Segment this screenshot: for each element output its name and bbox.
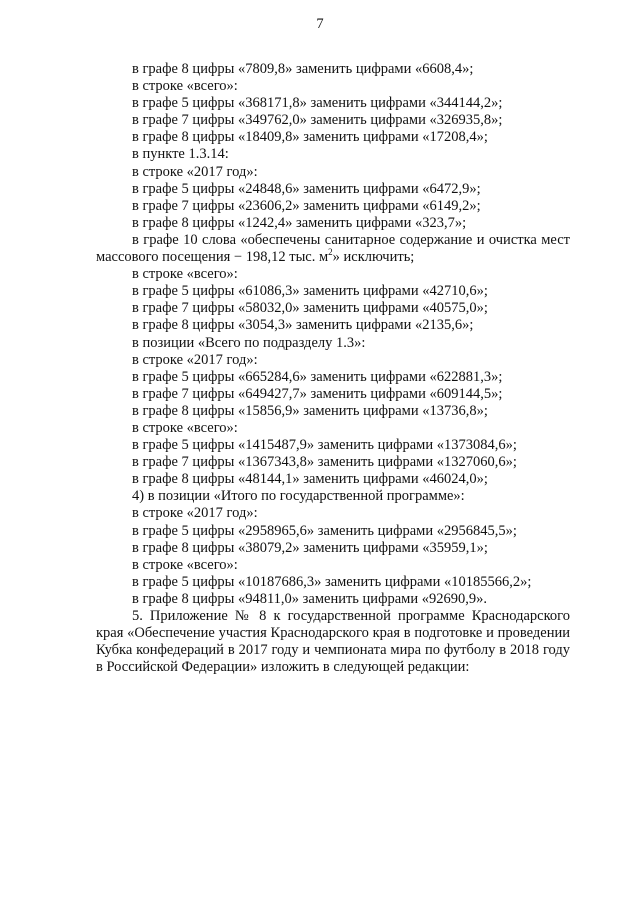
text-line: в графе 5 цифры «24848,6» заменить цифрами «6472,9»; [132,180,481,197]
text-line: в графе 7 цифры «649427,7» заменить цифрами «609144,5»; [132,385,503,402]
text-line: в позиции «Всего по подразделу 1.3»: [132,334,366,351]
text-line: в графе 8 цифры «1242,4» заменить цифрами «323,7»; [132,214,467,231]
text-line: в строке «всего»: [132,266,238,283]
text-line: в графе 5 цифры «61086,3» заменить цифрами «42710,6»; [132,283,488,300]
text-line: в графе 5 цифры «665284,6» заменить цифрами «622881,3»; [132,368,503,385]
graph10-text: в графе 10 слова «обеспечены санитарное содержание и очистка мест массового посещения − 198,12 тыс. м [96,231,570,266]
text-line: в графе 8 цифры «3054,3» заменить цифрами «2135,6»; [132,317,474,334]
text-line: в строке «всего»: [132,78,238,95]
document-body [96,61,570,676]
text-line: в графе 8 цифры «94811,0» заменить цифрами «92690,9». [132,590,487,607]
text-line: в строке «всего»: [132,419,238,436]
text-line: в строке «всего»: [132,556,238,573]
text-line: в графе 5 цифры «10187686,3» заменить цифрами «10185566,2»; [132,573,532,590]
text-line: в строке «2017 год»: [132,505,258,522]
text-line: в пункте 1.3.14: [132,146,229,163]
text-line: 4) в позиции «Итого по государственной программе»: [132,488,465,505]
graph10-tail: » исключить; [332,249,415,266]
text-line: в графе 7 цифры «349762,0» заменить цифрами «326935,8»; [132,112,503,129]
graph10-paragraph [96,232,570,266]
text-line: в строке «2017 год»: [132,163,258,180]
text-line: в графе 8 цифры «7809,8» заменить цифрами «6608,4»; [132,61,474,77]
text-line: в графе 5 цифры «1415487,9» заменить цифрами «1373084,6»; [132,437,517,454]
text-line: в графе 7 цифры «23606,2» заменить цифрами «6149,2»; [132,197,481,214]
text-line: в строке «2017 год»: [132,351,258,368]
text-line: в графе 7 цифры «58032,0» заменить цифрами «40575,0»; [132,300,488,317]
text-line: в графе 8 цифры «18409,8» заменить цифрами «17208,4»; [132,129,488,146]
text-line: в графе 5 цифры «368171,8» заменить цифрами «344144,2»; [132,95,503,112]
page-number: 7 [316,16,324,32]
text-line: в графе 8 цифры «48144,1» заменить цифрами «46024,0»; [132,471,488,488]
text-line: в графе 7 цифры «1367343,8» заменить цифрами «1327060,6»; [132,454,517,471]
text-line: в графе 8 цифры «15856,9» заменить цифрами «13736,8»; [132,402,488,419]
text-line: в графе 5 цифры «2958965,6» заменить цифрами «2956845,5»; [132,522,517,539]
square-superscript: 2 [328,247,333,258]
item5-paragraph: 5. Приложение № 8 к государственной программе Краснодарского края «Обеспечение участия Краснодарского края в подготовке и проведении Кубка конфедераций в 2017 году и чемпионата мира по футболу в 2018 году в Российской Федерации» изложить в следующей редакции: [96,608,570,676]
text-line: в графе 8 цифры «38079,2» заменить цифрами «35959,1»; [132,539,488,556]
